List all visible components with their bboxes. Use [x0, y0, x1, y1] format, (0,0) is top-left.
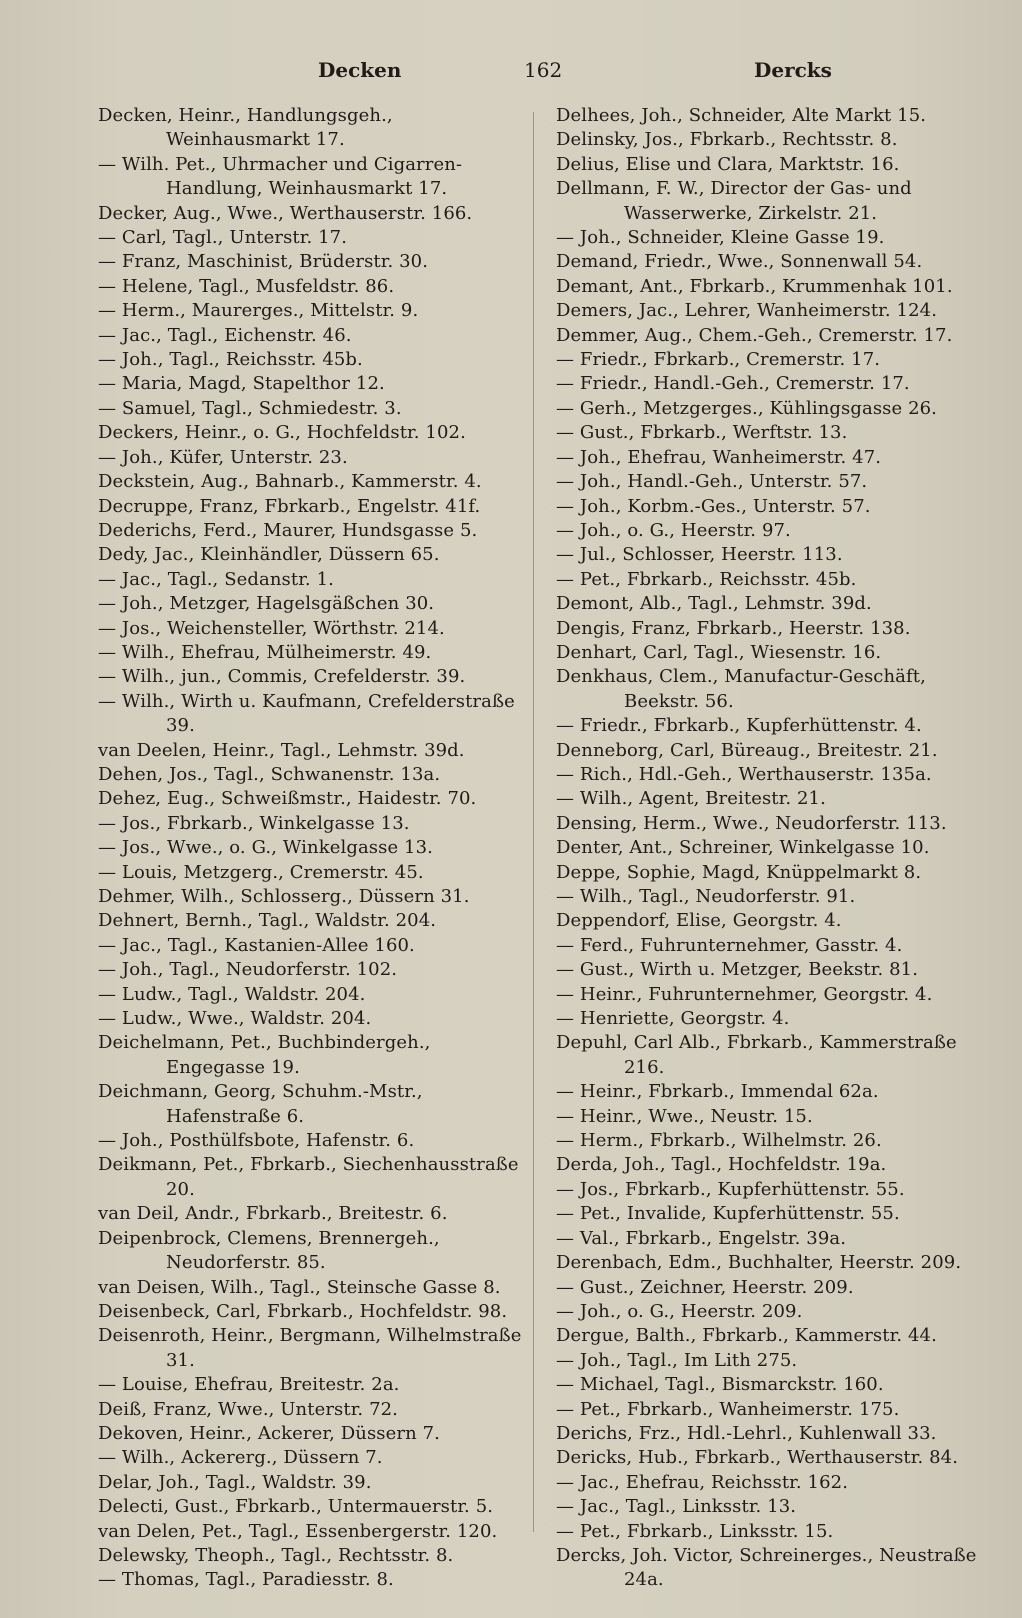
directory-entry: — Wilh., jun., Commis, Crefelderstr. 39.: [98, 666, 466, 688]
directory-entry: Deichmann, Georg, Schuhm.-Mstr., Hafenstraße 6.: [98, 1081, 423, 1127]
directory-entry: van Deisen, Wilh., Tagl., Steinsche Gasse 8.: [98, 1276, 501, 1298]
directory-entry: — Jac., Tagl., Eichenstr. 46.: [98, 324, 352, 346]
directory-entry: Demant, Ant., Fbrkarb., Krummenhak 101.: [556, 275, 953, 297]
directory-entry: — Ferd., Fuhrunternehmer, Gasstr. 4.: [556, 934, 903, 956]
directory-entry: Dederichs, Ferd., Maurer, Hundsgasse 5.: [98, 519, 478, 541]
directory-entry: Depuhl, Carl Alb., Fbrkarb., Kammerstraße 216.: [556, 1032, 957, 1078]
column-divider: [533, 112, 534, 1532]
directory-entry: Deikmann, Pet., Fbrkarb., Siechenhausstraße 20.: [98, 1154, 519, 1200]
directory-entry: Decruppe, Franz, Fbrkarb., Engelstr. 41f.: [98, 495, 481, 517]
directory-entry: — Joh., Tagl., Im Lith 275.: [556, 1349, 798, 1371]
directory-entry: — Samuel, Tagl., Schmiedestr. 3.: [98, 397, 402, 419]
directory-entry: Deisenbeck, Carl, Fbrkarb., Hochfeldstr. 98.: [98, 1300, 508, 1322]
directory-entry: Delius, Elise und Clara, Marktstr. 16.: [556, 153, 900, 175]
directory-entry: — Pet., Fbrkarb., Reichsstr. 45b.: [556, 568, 857, 590]
directory-entry: — Heinr., Fuhrunternehmer, Georgstr. 4.: [556, 983, 933, 1005]
directory-entry: Dehnert, Bernh., Tagl., Waldstr. 204.: [98, 910, 437, 932]
directory-entry: Denkhaus, Clem., Manufactur-Geschäft, Beekstr. 56.: [556, 666, 926, 712]
directory-entry: Deisenroth, Heinr., Bergmann, Wilhelmstraße 31.: [98, 1325, 522, 1371]
directory-entry: — Joh., Küfer, Unterstr. 23.: [98, 446, 348, 468]
directory-entry: — Wilh., Agent, Breitestr. 21.: [556, 788, 826, 810]
directory-entry: — Heinr., Wwe., Neustr. 15.: [556, 1105, 813, 1127]
directory-entry: — Gust., Zeichner, Heerstr. 209.: [556, 1276, 854, 1298]
directory-entry: — Louise, Ehefrau, Breitestr. 2a.: [98, 1374, 400, 1396]
directory-entry: Dedy, Jac., Kleinhändler, Düssern 65.: [98, 544, 440, 566]
directory-entry: Demers, Jac., Lehrer, Wanheimerstr. 124.: [556, 300, 938, 322]
directory-entry: Denhart, Carl, Tagl., Wiesenstr. 16.: [556, 641, 882, 663]
directory-entry: — Wilh. Pet., Uhrmacher und Cigarren-Handlung, Weinhausmarkt 17.: [98, 153, 463, 200]
directory-entry: — Gust., Wirth u. Metzger, Beekstr. 81.: [556, 959, 919, 981]
directory-entry: — Friedr., Fbrkarb., Cremerstr. 17.: [556, 349, 881, 371]
header-left-keyword: Decken: [318, 58, 402, 82]
directory-entry: Decken, Heinr., Handlungsgeh., Weinhausmarkt 17.: [98, 105, 393, 151]
directory-entry: — Heinr., Fbrkarb., Immendal 62a.: [556, 1081, 879, 1103]
directory-entry: Delhees, Joh., Schneider, Alte Markt 15.: [556, 105, 927, 126]
directory-entry: Delecti, Gust., Fbrkarb., Untermauerstr. 5.: [98, 1496, 494, 1518]
directory-entry: Demmer, Aug., Chem.-Geh., Cremerstr. 17.: [556, 324, 953, 346]
directory-entry: Derda, Joh., Tagl., Hochfeldstr. 19a.: [556, 1154, 887, 1176]
directory-entry: Denneborg, Carl, Büreaug., Breitestr. 21.: [556, 739, 938, 761]
directory-entry: Dehen, Jos., Tagl., Schwanenstr. 13a.: [98, 763, 441, 785]
directory-entry: — Carl, Tagl., Unterstr. 17.: [98, 227, 348, 249]
directory-entry: — Friedr., Handl.-Geh., Cremerstr. 17.: [556, 373, 910, 395]
directory-entry: — Val., Fbrkarb., Engelstr. 39a.: [556, 1227, 847, 1249]
directory-entry: Delinsky, Jos., Fbrkarb., Rechtsstr. 8.: [556, 129, 898, 151]
directory-entry: — Michael, Tagl., Bismarckstr. 160.: [556, 1374, 884, 1396]
directory-entry: Deppe, Sophie, Magd, Knüppelmarkt 8.: [556, 861, 922, 883]
directory-entry: Deppendorf, Elise, Georgstr. 4.: [556, 910, 842, 932]
directory-entry: — Louis, Metzgerg., Cremerstr. 45.: [98, 861, 424, 883]
directory-entry: — Herm., Fbrkarb., Wilhelmstr. 26.: [556, 1130, 882, 1152]
directory-entry: — Joh., Korbm.-Ges., Unterstr. 57.: [556, 495, 871, 517]
directory-entry: — Pet., Fbrkarb., Wanheimerstr. 175.: [556, 1398, 900, 1420]
directory-entry: — Jac., Tagl., Sedanstr. 1.: [98, 568, 334, 590]
directory-entry: — Jac., Tagl., Linksstr. 13.: [556, 1496, 797, 1518]
directory-entry: Delewsky, Theoph., Tagl., Rechtsstr. 8.: [98, 1544, 454, 1566]
directory-entry: — Jos., Wwe., o. G., Winkelgasse 13.: [98, 837, 433, 859]
directory-entry: — Maria, Magd, Stapelthor 12.: [98, 373, 385, 395]
page-number: 162: [524, 58, 563, 82]
directory-entry: — Jos., Weichensteller, Wörthstr. 214.: [98, 617, 445, 639]
directory-entry: — Joh., o. G., Heerstr. 209.: [556, 1300, 803, 1322]
directory-entry: Deckstein, Aug., Bahnarb., Kammerstr. 4.: [98, 471, 482, 493]
directory-entry: — Pet., Fbrkarb., Linksstr. 15.: [556, 1520, 834, 1542]
directory-entry: — Rich., Hdl.-Geh., Werthauserstr. 135a.: [556, 763, 932, 785]
directory-entry: — Joh., Schneider, Kleine Gasse 19.: [556, 227, 885, 249]
directory-entry: Dellmann, F. W., Director der Gas- und Wasserwerke, Zirkelstr. 21.: [556, 178, 912, 224]
directory-entry: — Joh., Handl.-Geh., Unterstr. 57.: [556, 471, 868, 493]
directory-entry: Deipenbrock, Clemens, Brennergeh., Neudorferstr. 85.: [98, 1227, 440, 1274]
directory-entry: — Wilh., Ehefrau, Mülheimerstr. 49.: [98, 641, 432, 663]
directory-entry: — Joh., Tagl., Neudorferstr. 102.: [98, 959, 398, 981]
directory-entry: Dergue, Balth., Fbrkarb., Kammerstr. 44.: [556, 1325, 937, 1347]
directory-entry: — Pet., Invalide, Kupferhüttenstr. 55.: [556, 1203, 900, 1225]
directory-entry: — Helene, Tagl., Musfeldstr. 86.: [98, 275, 395, 297]
directory-entry: Dericks, Hub., Fbrkarb., Werthauserstr. 84.: [556, 1447, 959, 1469]
directory-entry: Dehmer, Wilh., Schlosserg., Düssern 31.: [98, 886, 470, 907]
directory-entry: — Herm., Maurerges., Mittelstr. 9.: [98, 300, 419, 322]
directory-entry: Dehez, Eug., Schweißmstr., Haidestr. 70.: [98, 788, 477, 810]
directory-entry: Derenbach, Edm., Buchhalter, Heerstr. 209.: [556, 1252, 962, 1274]
directory-entry: Demont, Alb., Tagl., Lehmstr. 39d.: [556, 593, 872, 615]
directory-entry: — Wilh., Ackererg., Düssern 7.: [98, 1447, 383, 1469]
directory-entry: — Ludw., Wwe., Waldstr. 204.: [98, 1008, 372, 1030]
directory-entry: — Jos., Fbrkarb., Winkelgasse 13.: [98, 812, 410, 834]
directory-entry: Deichelmann, Pet., Buchbindergeh., Engegasse 19.: [98, 1032, 431, 1078]
directory-entry: Delar, Joh., Tagl., Waldstr. 39.: [98, 1471, 372, 1493]
directory-entry: — Gerh., Metzgerges., Kühlingsgasse 26.: [556, 397, 938, 419]
directory-entry: Decker, Aug., Wwe., Werthauserstr. 166.: [98, 202, 473, 224]
directory-entry: — Wilh., Wirth u. Kaufmann, Crefelderstraße 39.: [98, 690, 515, 737]
page-header: [96, 58, 956, 92]
directory-entry: — Gust., Fbrkarb., Werftstr. 13.: [556, 422, 848, 444]
directory-entry: — Jac., Ehefrau, Reichsstr. 162.: [556, 1471, 849, 1493]
directory-entry: — Friedr., Fbrkarb., Kupferhüttenstr. 4.: [556, 715, 922, 737]
directory-entry: — Ludw., Tagl., Waldstr. 204.: [98, 983, 366, 1005]
directory-entry: — Franz, Maschinist, Brüderstr. 30.: [98, 251, 429, 273]
directory-entry: Deiß, Franz, Wwe., Unterstr. 72.: [98, 1398, 398, 1420]
directory-entry: — Thomas, Tagl., Paradiesstr. 8.: [98, 1569, 394, 1591]
directory-entry: van Deelen, Heinr., Tagl., Lehmstr. 39d.: [98, 739, 465, 761]
right-column: [556, 104, 981, 1593]
left-column: [98, 104, 523, 1593]
directory-entry: — Joh., Tagl., Reichsstr. 45b.: [98, 349, 363, 371]
directory-entry: Demand, Friedr., Wwe., Sonnenwall 54.: [556, 251, 923, 273]
directory-entry: — Henriette, Georgstr. 4.: [556, 1008, 790, 1030]
header-right-keyword: Dercks: [754, 58, 832, 82]
directory-entry: Dekoven, Heinr., Ackerer, Düssern 7.: [98, 1422, 440, 1444]
directory-entry: Dercks, Joh. Victor, Schreinerges., Neustraße 24a.: [556, 1544, 977, 1591]
directory-entry: — Joh., Metzger, Hagelsgäßchen 30.: [98, 593, 435, 615]
directory-entry: Denter, Ant., Schreiner, Winkelgasse 10.: [556, 837, 930, 859]
directory-entry: — Jos., Fbrkarb., Kupferhüttenstr. 55.: [556, 1178, 905, 1200]
directory-entry: — Jac., Tagl., Kastanien-Allee 160.: [98, 934, 415, 956]
directory-entry: Densing, Herm., Wwe., Neudorferstr. 113.: [556, 812, 947, 834]
directory-entry: — Jul., Schlosser, Heerstr. 113.: [556, 544, 843, 566]
directory-entry: van Deil, Andr., Fbrkarb., Breitestr. 6.: [98, 1203, 448, 1225]
directory-entry: Deckers, Heinr., o. G., Hochfeldstr. 102.: [98, 422, 466, 444]
directory-entry: — Joh., Ehefrau, Wanheimerstr. 47.: [556, 446, 882, 468]
directory-entry: van Delen, Pet., Tagl., Essenbergerstr. 120.: [98, 1520, 498, 1542]
directory-entry: Derichs, Frz., Hdl.-Lehrl., Kuhlenwall 33.: [556, 1422, 937, 1444]
directory-entry: Dengis, Franz, Fbrkarb., Heerstr. 138.: [556, 617, 911, 639]
directory-entry: — Wilh., Tagl., Neudorferstr. 91.: [556, 886, 856, 907]
directory-entry: — Joh., Posthülfsbote, Hafenstr. 6.: [98, 1130, 415, 1152]
directory-entry: — Joh., o. G., Heerstr. 97.: [556, 519, 791, 541]
